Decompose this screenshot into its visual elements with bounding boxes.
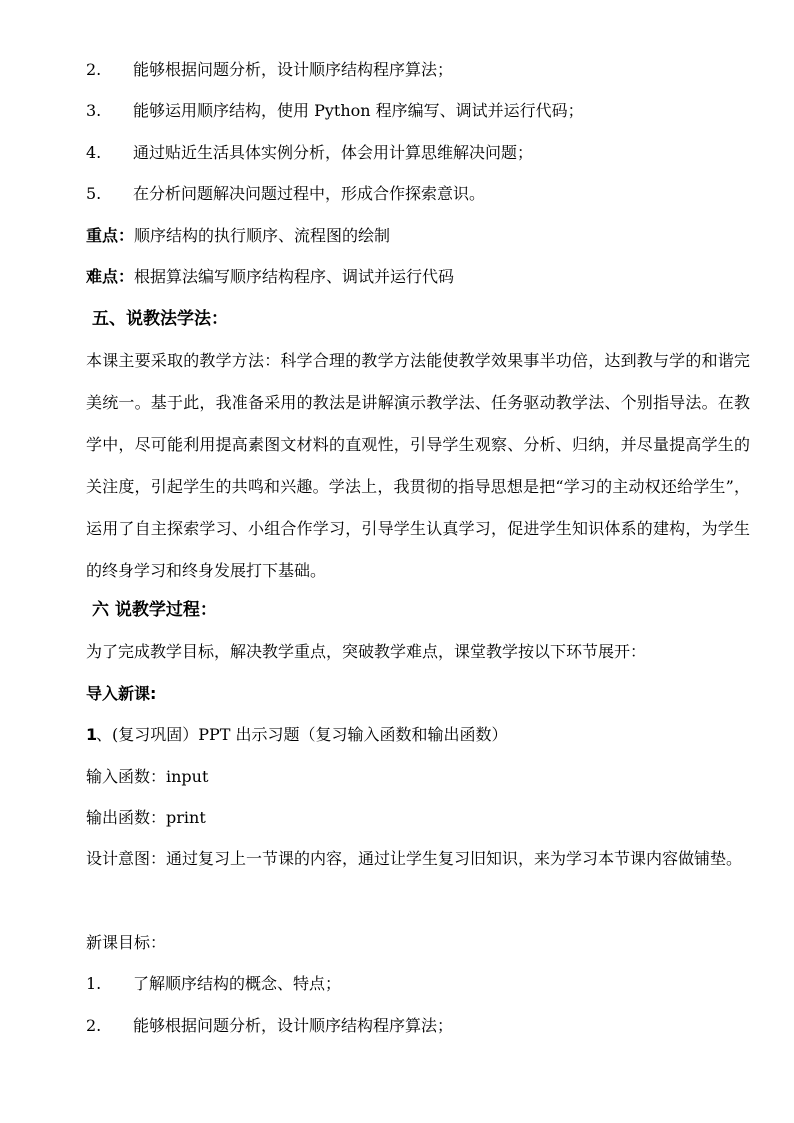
list-text: 、(复习巩固）PPT 出示习题（复习输入函数和输出函数） [96,725,508,744]
input-function-text: 输入函数：input [86,767,209,786]
list-number: 2. [86,1016,102,1035]
output-function-text: 输出函数：print [86,808,206,827]
list-number: 1. [86,974,102,993]
list-text: 能够根据问题分析，设计顺序结构程序算法； [133,60,454,79]
section-heading: 六 说教学过程： [92,600,217,620]
difficult-point-label: 难点： [86,267,135,286]
list-text: 能够根据问题分析，设计顺序结构程序算法； [133,1016,454,1035]
design-intent-paragraph: 设计意图：通过复习上一节课的内容，通过让学生复习旧知识，来为学习本节课内容做铺垫。 [86,849,743,868]
teaching-method-paragraph: 本课主要采取的教学方法：科学合理的教学方法能使教学效果事半功倍，达到教与学的和谐完美统一。基于此，我准备采用的教法是讲解演示教学法、任务驱动教学法、个别指导法。在教学中，尽可能利用提高素图文材料的直观性，引导学生观察、分析、归纳，并尽量提高学生的关注度，引起学生的共鸣和兴趣。学法上，我贯彻的指导思想是把“学习的主动权还给学生”，运用了自主探索学习、小组合作学习，引导学生认真学习，促进学生知识体系的建构，为学生的终身学习和终身发展打下基础。 [86,351,750,580]
list-text: 了解顺序结构的概念、特点； [133,974,342,993]
list-number: 4. [86,143,102,162]
subheading-text: 导入新课: [86,684,157,703]
list-number: 1 [86,725,98,744]
difficult-point-text: 根据算法编写顺序结构程序、调试并运行代码 [134,267,455,286]
key-point-text: 顺序结构的执行顺序、流程图的绘制 [134,226,391,245]
list-text: 在分析问题解决问题过程中，形成合作探索意识。 [133,184,486,203]
key-point-label: 重点： [86,226,135,245]
list-number: 2. [86,60,102,79]
new-goal-label-text: 新课目标： [86,933,167,952]
list-number: 3. [86,101,102,120]
list-text: 通过贴近生活具体实例分析，体会用计算思维解决问题； [133,143,534,162]
intro-text: 为了完成教学目标，解决教学重点，突破教学难点，课堂教学按以下环节展开： [86,642,647,661]
list-text: 能够运用顺序结构，使用 Python 程序编写、调试并运行代码； [133,101,584,120]
section-heading: 五、说教法学法： [92,309,228,329]
list-number: 5. [86,184,102,203]
